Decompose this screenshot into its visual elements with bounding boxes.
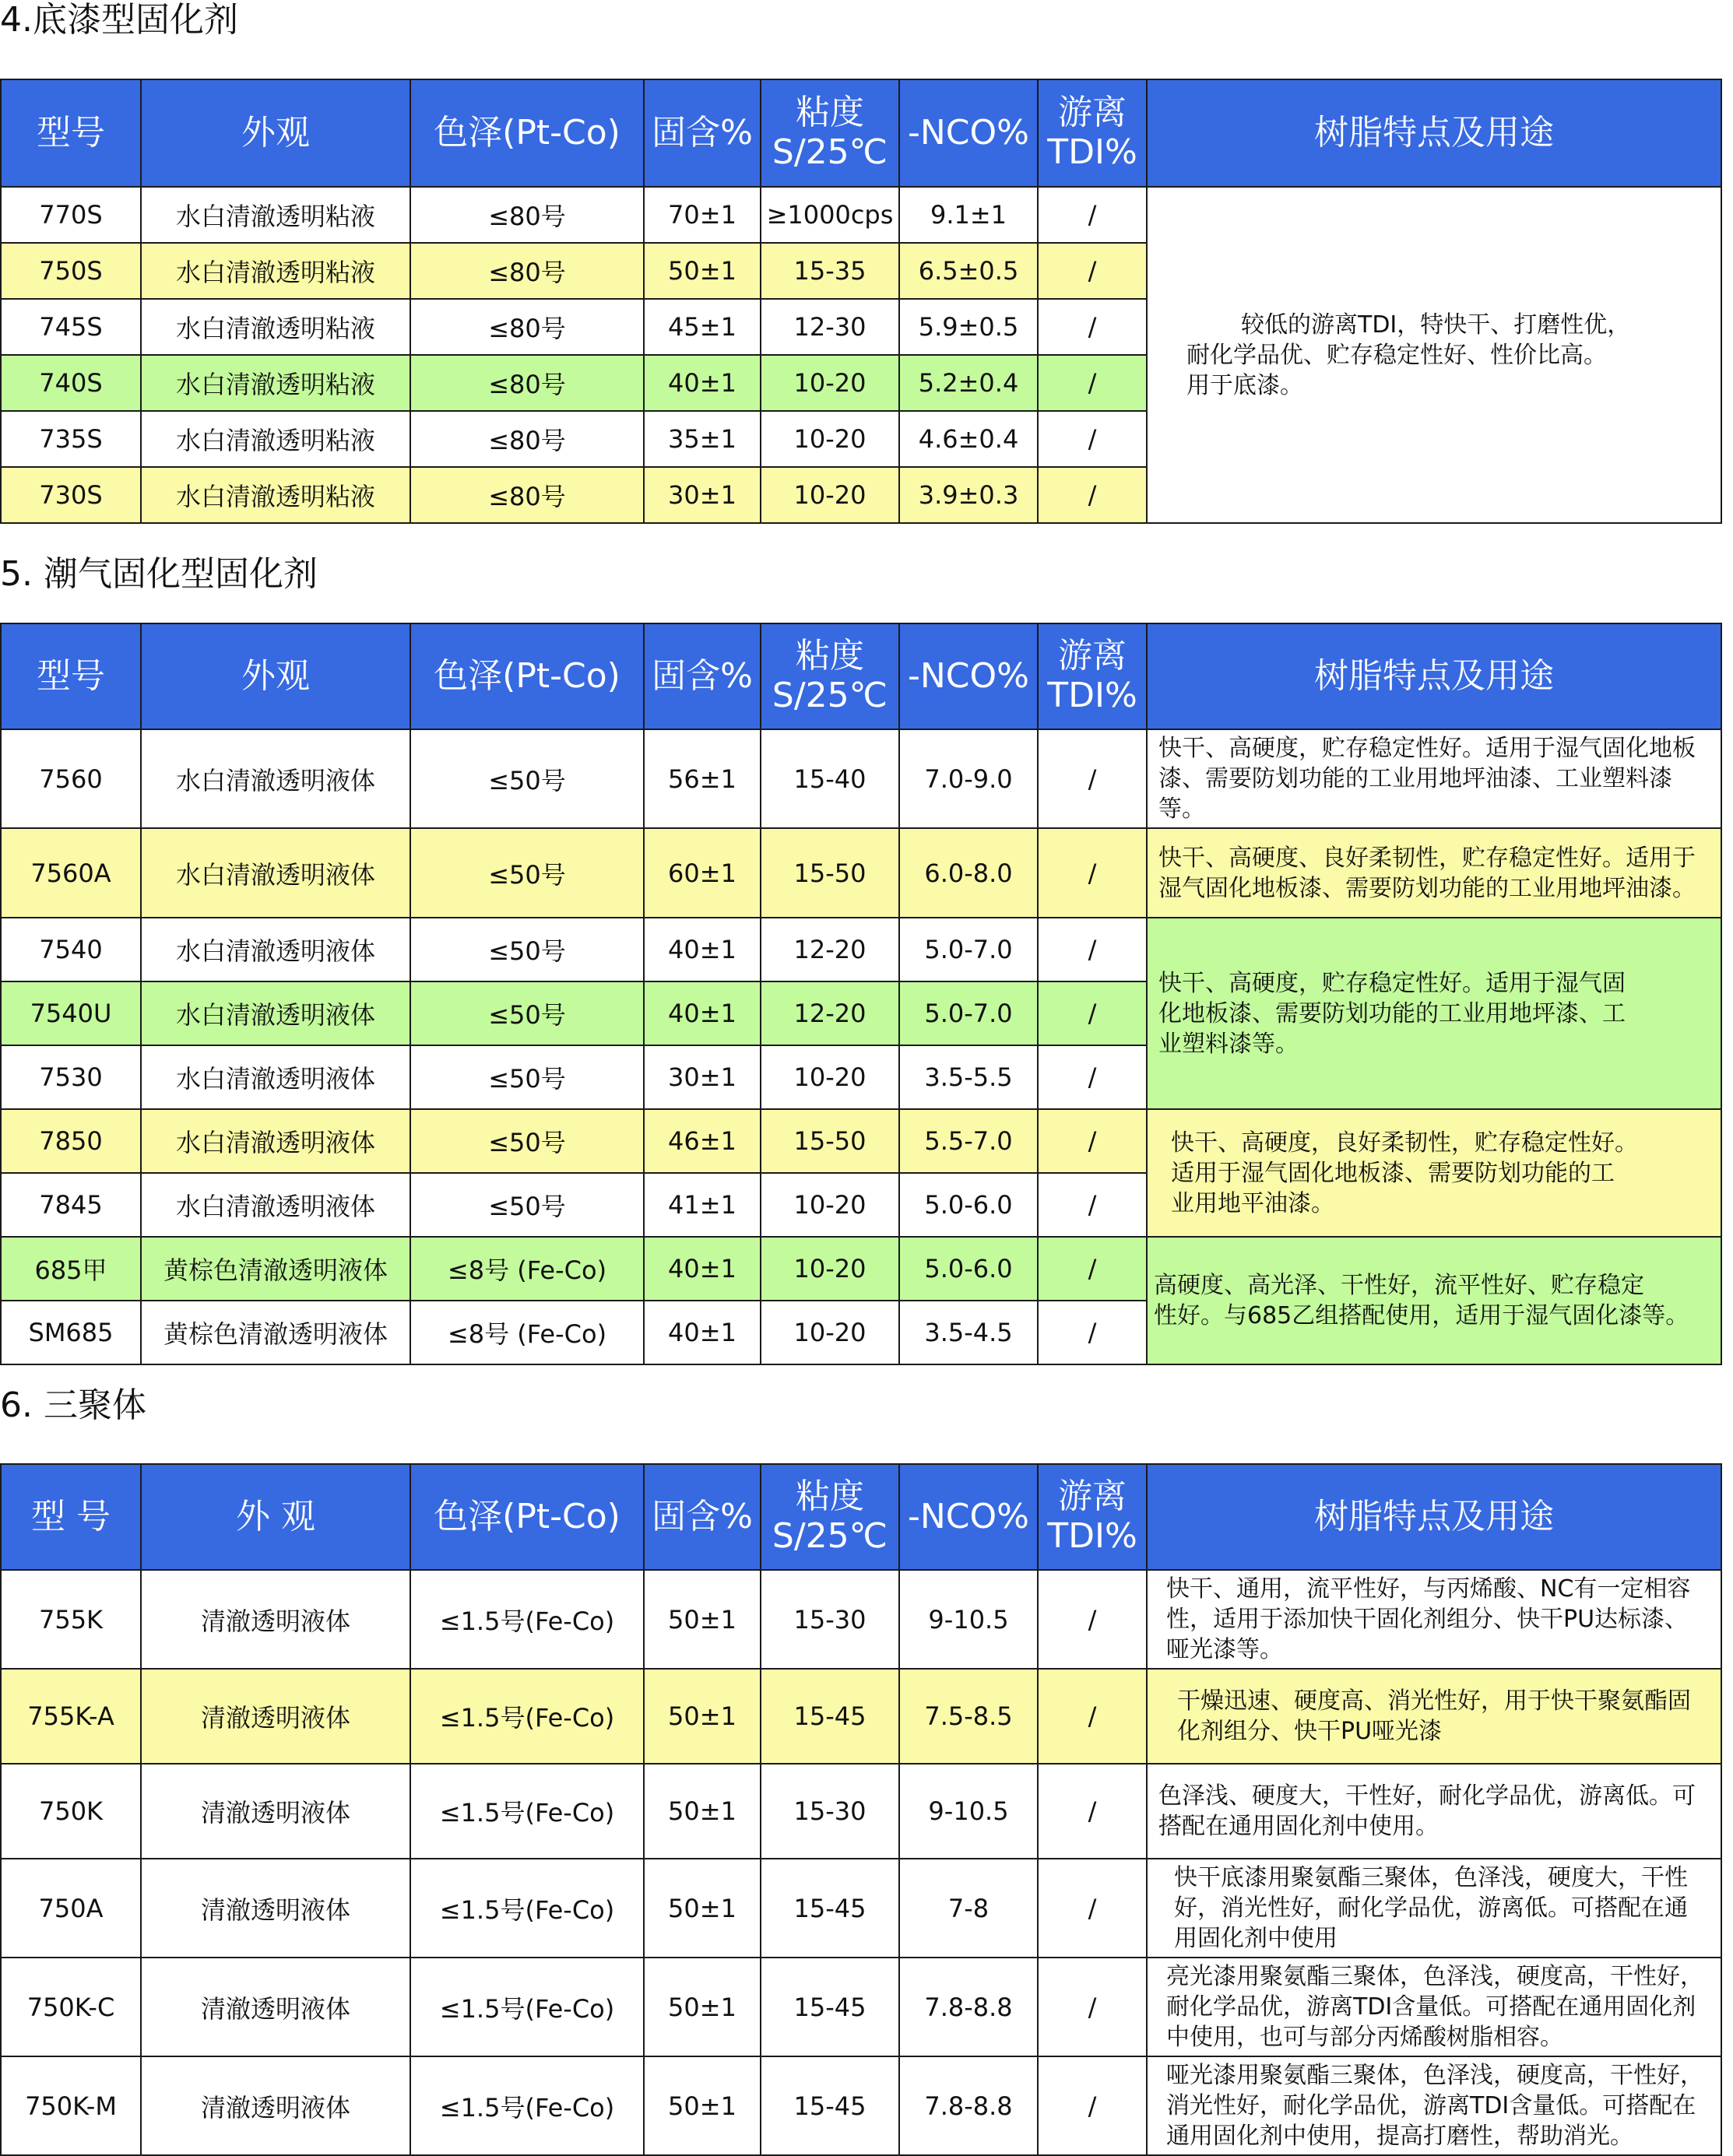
model-cell: 7540U bbox=[1, 981, 141, 1045]
header-cell: 粘度 S/25℃ bbox=[761, 79, 899, 187]
description-line: 业用地平油漆。 bbox=[1171, 1189, 1334, 1217]
model-cell: 7560A bbox=[1, 828, 141, 918]
model-cell: 7560 bbox=[1, 729, 141, 828]
header-cell: 色泽(Pt-Co) bbox=[410, 79, 644, 187]
tdi-cell: / bbox=[1038, 411, 1147, 467]
appearance-cell: 水白清澈透明液体 bbox=[141, 981, 410, 1045]
color-cell: ≤50号 bbox=[410, 918, 644, 981]
description-line: 耐化学品优、贮存稳定性好、性价比高。 bbox=[1186, 341, 1607, 369]
nco-cell: 3.5-4.5 bbox=[899, 1301, 1038, 1364]
nco-cell: 7.8-8.8 bbox=[899, 1958, 1038, 2056]
appearance-cell: 水白清澈透明液体 bbox=[141, 918, 410, 981]
description-cell bbox=[1147, 1109, 1721, 1237]
color-cell: ≤50号 bbox=[410, 729, 644, 828]
header-cell: 固含% bbox=[644, 623, 761, 729]
appearance-cell: 水白清澈透明粘液 bbox=[141, 467, 410, 523]
model-cell: 750K-M bbox=[1, 2056, 141, 2155]
description-line: 好，消光性好，耐化学品优，游离低。可搭配在通 bbox=[1174, 1894, 1688, 1922]
viscosity-cell: 12-20 bbox=[761, 918, 899, 981]
appearance-cell: 水白清澈透明液体 bbox=[141, 828, 410, 918]
solid-cell: 40±1 bbox=[644, 918, 761, 981]
viscosity-cell: 15-30 bbox=[761, 1764, 899, 1859]
description-line: 干燥迅速、硬度高、消光性好，用于快干聚氨酯固 bbox=[1177, 1687, 1691, 1715]
model-cell: 770S bbox=[1, 187, 141, 243]
model-cell: 750K bbox=[1, 1764, 141, 1859]
appearance-cell: 水白清澈透明粘液 bbox=[141, 355, 410, 411]
solid-cell: 50±1 bbox=[644, 1669, 761, 1764]
appearance-cell: 清澈透明液体 bbox=[141, 1859, 410, 1958]
table-row bbox=[1, 187, 1721, 243]
viscosity-cell: 10-20 bbox=[761, 1301, 899, 1364]
description-line: 湿气固化地板漆、需要防划功能的工业用地坪油漆。 bbox=[1158, 874, 1696, 902]
nco-cell: 6.0-8.0 bbox=[899, 828, 1038, 918]
viscosity-cell: 10-20 bbox=[761, 355, 899, 411]
solid-cell: 45±1 bbox=[644, 299, 761, 355]
table-row bbox=[1, 828, 1721, 918]
description-line: 中使用，也可与部分丙烯酸树脂相容。 bbox=[1166, 2024, 1563, 2051]
description-line: 适用于湿气固化地板漆、需要防划功能的工 bbox=[1171, 1159, 1615, 1187]
description-line: 快干、高硬度，贮存稳定性好。适用于湿气固化地板 bbox=[1158, 735, 1696, 762]
description-cell bbox=[1147, 1764, 1721, 1859]
model-cell: 750K-C bbox=[1, 1958, 141, 2056]
tdi-cell: / bbox=[1038, 1301, 1147, 1364]
solid-cell: 56±1 bbox=[644, 729, 761, 828]
tdi-cell: / bbox=[1038, 1570, 1147, 1669]
tdi-cell: / bbox=[1038, 467, 1147, 523]
color-cell: ≤8号 (Fe-Co) bbox=[410, 1237, 644, 1301]
nco-cell: 7-8 bbox=[899, 1859, 1038, 1958]
header-cell: 型号 bbox=[1, 79, 141, 187]
tdi-cell: / bbox=[1038, 1237, 1147, 1301]
table-row bbox=[1, 1237, 1721, 1301]
spec-table-trimer bbox=[0, 1463, 1722, 2156]
nco-cell: 5.0-7.0 bbox=[899, 918, 1038, 981]
nco-cell: 3.5-5.5 bbox=[899, 1045, 1038, 1109]
color-cell: ≤80号 bbox=[410, 467, 644, 523]
section-title: 4.底漆型固化剂 bbox=[0, 0, 238, 40]
table-row bbox=[1, 2056, 1721, 2155]
description-line: 快干、高硬度、良好柔韧性，贮存稳定性好。适用于 bbox=[1158, 844, 1696, 872]
viscosity-cell: 10-20 bbox=[761, 1237, 899, 1301]
header-cell: 外观 bbox=[141, 623, 410, 729]
color-cell: ≤50号 bbox=[410, 828, 644, 918]
description-cell bbox=[1147, 1669, 1721, 1764]
tdi-cell: / bbox=[1038, 1109, 1147, 1173]
model-cell: 755K bbox=[1, 1570, 141, 1669]
nco-cell: 5.5-7.0 bbox=[899, 1109, 1038, 1173]
solid-cell: 50±1 bbox=[644, 1859, 761, 1958]
description-line: 高硬度、高光泽、干性好，流平性好、贮存稳定 bbox=[1154, 1272, 1644, 1299]
tdi-cell: / bbox=[1038, 187, 1147, 243]
color-cell: ≤1.5号(Fe-Co) bbox=[410, 1958, 644, 2056]
viscosity-cell: 12-20 bbox=[761, 981, 899, 1045]
viscosity-cell: 15-45 bbox=[761, 1669, 899, 1764]
appearance-cell: 水白清澈透明粘液 bbox=[141, 299, 410, 355]
viscosity-cell: 15-50 bbox=[761, 1109, 899, 1173]
model-cell: 730S bbox=[1, 467, 141, 523]
viscosity-cell: 15-40 bbox=[761, 729, 899, 828]
nco-cell: 9.1±1 bbox=[899, 187, 1038, 243]
description-cell bbox=[1147, 1570, 1721, 1669]
spec-table-moisture-cure bbox=[0, 623, 1722, 1365]
model-cell: 7540 bbox=[1, 918, 141, 981]
nco-cell: 5.0-6.0 bbox=[899, 1237, 1038, 1301]
solid-cell: 40±1 bbox=[644, 1237, 761, 1301]
model-cell: 755K-A bbox=[1, 1669, 141, 1764]
model-cell: 740S bbox=[1, 355, 141, 411]
viscosity-cell: 10-20 bbox=[761, 467, 899, 523]
nco-cell: 4.6±0.4 bbox=[899, 411, 1038, 467]
header-row bbox=[1, 1464, 1721, 1570]
header-cell: 树脂特点及用途 bbox=[1147, 79, 1721, 187]
viscosity-cell: 15-50 bbox=[761, 828, 899, 918]
description-cell bbox=[1147, 187, 1721, 523]
description-line: 哑光漆等。 bbox=[1166, 1636, 1283, 1663]
nco-cell: 7.8-8.8 bbox=[899, 2056, 1038, 2155]
tdi-cell: / bbox=[1038, 1958, 1147, 2056]
header-cell: 固含% bbox=[644, 79, 761, 187]
description-line: 亮光漆用聚氨酯三聚体，色泽浅，硬度高，干性好， bbox=[1166, 1963, 1703, 1990]
tdi-cell: / bbox=[1038, 828, 1147, 918]
header-cell: 游离 TDI% bbox=[1038, 1464, 1147, 1570]
solid-cell: 40±1 bbox=[644, 1301, 761, 1364]
nco-cell: 3.9±0.3 bbox=[899, 467, 1038, 523]
header-cell: 型 号 bbox=[1, 1464, 141, 1570]
tdi-cell: / bbox=[1038, 1859, 1147, 1958]
description-cell bbox=[1147, 729, 1721, 828]
description-line: 哑光漆用聚氨酯三聚体，色泽浅，硬度高，干性好， bbox=[1166, 2062, 1703, 2089]
viscosity-cell: 15-45 bbox=[761, 1958, 899, 2056]
solid-cell: 50±1 bbox=[644, 2056, 761, 2155]
header-cell: 型号 bbox=[1, 623, 141, 729]
nco-cell: 5.0-6.0 bbox=[899, 1173, 1038, 1237]
viscosity-cell: 10-20 bbox=[761, 411, 899, 467]
description-cell bbox=[1147, 1958, 1721, 2056]
table-row bbox=[1, 729, 1721, 828]
model-cell: 7530 bbox=[1, 1045, 141, 1109]
appearance-cell: 清澈透明液体 bbox=[141, 1764, 410, 1859]
solid-cell: 40±1 bbox=[644, 981, 761, 1045]
viscosity-cell: ≥1000cps bbox=[761, 187, 899, 243]
color-cell: ≤1.5号(Fe-Co) bbox=[410, 1764, 644, 1859]
color-cell: ≤80号 bbox=[410, 187, 644, 243]
description-line: 消光性好，耐化学品优，游离TDI含量低。可搭配在 bbox=[1166, 2092, 1696, 2119]
appearance-cell: 黄棕色清澈透明液体 bbox=[141, 1237, 410, 1301]
description-line: 快干、高硬度，良好柔韧性，贮存稳定性好。 bbox=[1171, 1129, 1638, 1157]
color-cell: ≤1.5号(Fe-Co) bbox=[410, 2056, 644, 2155]
description-line: 搭配在通用固化剂中使用。 bbox=[1158, 1813, 1439, 1840]
appearance-cell: 水白清澈透明液体 bbox=[141, 1045, 410, 1109]
header-cell: 外观 bbox=[141, 79, 410, 187]
solid-cell: 50±1 bbox=[644, 1570, 761, 1669]
viscosity-cell: 15-30 bbox=[761, 1570, 899, 1669]
description-line: 耐化学品优，游离TDI含量低。可搭配在通用固化剂 bbox=[1166, 1993, 1696, 2021]
nco-cell: 5.9±0.5 bbox=[899, 299, 1038, 355]
viscosity-cell: 15-45 bbox=[761, 1859, 899, 1958]
description-line: 化剂组分、快干PU哑光漆 bbox=[1177, 1718, 1443, 1745]
table-row bbox=[1, 1859, 1721, 1958]
solid-cell: 60±1 bbox=[644, 828, 761, 918]
tdi-cell: / bbox=[1038, 2056, 1147, 2155]
section-title: 5. 潮气固化型固化剂 bbox=[0, 554, 318, 594]
solid-cell: 30±1 bbox=[644, 467, 761, 523]
description-cell bbox=[1147, 1859, 1721, 1958]
description-line: 快干、通用，流平性好，与丙烯酸、NC有一定相容 bbox=[1166, 1575, 1691, 1603]
description-line: 化地板漆、需要防划功能的工业用地坪漆、工 bbox=[1158, 999, 1626, 1027]
description-line: 业塑料漆等。 bbox=[1158, 1030, 1299, 1058]
solid-cell: 46±1 bbox=[644, 1109, 761, 1173]
color-cell: ≤80号 bbox=[410, 355, 644, 411]
appearance-cell: 清澈透明液体 bbox=[141, 1958, 410, 2056]
tdi-cell: / bbox=[1038, 355, 1147, 411]
nco-cell: 7.0-9.0 bbox=[899, 729, 1038, 828]
description-line: 较低的游离TDI，特快干、打磨性优， bbox=[1241, 311, 1631, 339]
tdi-cell: / bbox=[1038, 243, 1147, 299]
header-row bbox=[1, 79, 1721, 187]
nco-cell: 9-10.5 bbox=[899, 1764, 1038, 1859]
tdi-cell: / bbox=[1038, 918, 1147, 981]
header-cell: 粘度 S/25℃ bbox=[761, 623, 899, 729]
appearance-cell: 水白清澈透明粘液 bbox=[141, 243, 410, 299]
header-cell: 游离 TDI% bbox=[1038, 79, 1147, 187]
viscosity-cell: 12-30 bbox=[761, 299, 899, 355]
table-row bbox=[1, 1109, 1721, 1173]
model-cell: 735S bbox=[1, 411, 141, 467]
description-cell bbox=[1147, 1237, 1721, 1364]
header-cell: 色泽(Pt-Co) bbox=[410, 623, 644, 729]
viscosity-cell: 10-20 bbox=[761, 1045, 899, 1109]
solid-cell: 50±1 bbox=[644, 1764, 761, 1859]
color-cell: ≤1.5号(Fe-Co) bbox=[410, 1570, 644, 1669]
description-line: 漆、需要防划功能的工业用地坪油漆、工业塑料漆等。 bbox=[1158, 765, 1672, 823]
color-cell: ≤50号 bbox=[410, 1045, 644, 1109]
header-cell: -NCO% bbox=[899, 1464, 1038, 1570]
header-cell: 固含% bbox=[644, 1464, 761, 1570]
table-row bbox=[1, 1570, 1721, 1669]
appearance-cell: 清澈透明液体 bbox=[141, 1570, 410, 1669]
solid-cell: 40±1 bbox=[644, 355, 761, 411]
description-line: 快干底漆用聚氨酯三聚体，色泽浅，硬度大，干性 bbox=[1174, 1864, 1688, 1891]
color-cell: ≤50号 bbox=[410, 1173, 644, 1237]
description-cell bbox=[1147, 828, 1721, 918]
description-line: 快干、高硬度，贮存稳定性好。适用于湿气固 bbox=[1158, 969, 1626, 997]
color-cell: ≤50号 bbox=[410, 981, 644, 1045]
appearance-cell: 清澈透明液体 bbox=[141, 2056, 410, 2155]
header-cell: 外 观 bbox=[141, 1464, 410, 1570]
description-line: 用固化剂中使用 bbox=[1174, 1925, 1338, 1952]
spec-table-primer bbox=[0, 79, 1722, 524]
model-cell: 750A bbox=[1, 1859, 141, 1958]
color-cell: ≤80号 bbox=[410, 243, 644, 299]
description-cell bbox=[1147, 918, 1721, 1109]
table-row bbox=[1, 1958, 1721, 2056]
table-row bbox=[1, 1764, 1721, 1859]
nco-cell: 5.0-7.0 bbox=[899, 981, 1038, 1045]
viscosity-cell: 10-20 bbox=[761, 1173, 899, 1237]
solid-cell: 35±1 bbox=[644, 411, 761, 467]
viscosity-cell: 15-45 bbox=[761, 2056, 899, 2155]
header-cell: 树脂特点及用途 bbox=[1147, 1464, 1721, 1570]
description-line: 用于底漆。 bbox=[1186, 371, 1303, 399]
model-cell: 750S bbox=[1, 243, 141, 299]
description-cell bbox=[1147, 2056, 1721, 2155]
description-line: 性好。与685乙组搭配使用，适用于湿气固化漆等。 bbox=[1154, 1302, 1689, 1329]
section-title: 6. 三聚体 bbox=[0, 1385, 146, 1425]
model-cell: 7850 bbox=[1, 1109, 141, 1173]
tdi-cell: / bbox=[1038, 1764, 1147, 1859]
color-cell: ≤50号 bbox=[410, 1109, 644, 1173]
description-line: 通用固化剂中使用，提高打磨性，帮助消光。 bbox=[1166, 2123, 1633, 2150]
appearance-cell: 水白清澈透明液体 bbox=[141, 1109, 410, 1173]
tdi-cell: / bbox=[1038, 1045, 1147, 1109]
color-cell: ≤1.5号(Fe-Co) bbox=[410, 1859, 644, 1958]
color-cell: ≤1.5号(Fe-Co) bbox=[410, 1669, 644, 1764]
color-cell: ≤80号 bbox=[410, 411, 644, 467]
description-line: 色泽浅、硬度大，干性好，耐化学品优，游离低。可 bbox=[1158, 1782, 1696, 1810]
nco-cell: 5.2±0.4 bbox=[899, 355, 1038, 411]
header-cell: 色泽(Pt-Co) bbox=[410, 1464, 644, 1570]
header-cell: 游离 TDI% bbox=[1038, 623, 1147, 729]
tdi-cell: / bbox=[1038, 1173, 1147, 1237]
appearance-cell: 黄棕色清澈透明液体 bbox=[141, 1301, 410, 1364]
appearance-cell: 水白清澈透明粘液 bbox=[141, 411, 410, 467]
header-cell: -NCO% bbox=[899, 79, 1038, 187]
header-cell: 树脂特点及用途 bbox=[1147, 623, 1721, 729]
color-cell: ≤8号 (Fe-Co) bbox=[410, 1301, 644, 1364]
header-cell: -NCO% bbox=[899, 623, 1038, 729]
model-cell: 745S bbox=[1, 299, 141, 355]
tdi-cell: / bbox=[1038, 299, 1147, 355]
solid-cell: 50±1 bbox=[644, 1958, 761, 2056]
description-line: 性，适用于添加快干固化剂组分、快干PU达标漆、 bbox=[1166, 1606, 1689, 1633]
model-cell: 7845 bbox=[1, 1173, 141, 1237]
header-cell: 粘度 S/25℃ bbox=[761, 1464, 899, 1570]
appearance-cell: 水白清澈透明液体 bbox=[141, 1173, 410, 1237]
viscosity-cell: 15-35 bbox=[761, 243, 899, 299]
solid-cell: 41±1 bbox=[644, 1173, 761, 1237]
solid-cell: 70±1 bbox=[644, 187, 761, 243]
table-row bbox=[1, 1669, 1721, 1764]
nco-cell: 6.5±0.5 bbox=[899, 243, 1038, 299]
nco-cell: 7.5-8.5 bbox=[899, 1669, 1038, 1764]
model-cell: 685甲 bbox=[1, 1237, 141, 1301]
table-row bbox=[1, 918, 1721, 981]
appearance-cell: 清澈透明液体 bbox=[141, 1669, 410, 1764]
appearance-cell: 水白清澈透明液体 bbox=[141, 729, 410, 828]
nco-cell: 9-10.5 bbox=[899, 1570, 1038, 1669]
appearance-cell: 水白清澈透明粘液 bbox=[141, 187, 410, 243]
tdi-cell: / bbox=[1038, 981, 1147, 1045]
solid-cell: 50±1 bbox=[644, 243, 761, 299]
tdi-cell: / bbox=[1038, 1669, 1147, 1764]
color-cell: ≤80号 bbox=[410, 299, 644, 355]
solid-cell: 30±1 bbox=[644, 1045, 761, 1109]
tdi-cell: / bbox=[1038, 729, 1147, 828]
header-row bbox=[1, 623, 1721, 729]
model-cell: SM685 bbox=[1, 1301, 141, 1364]
